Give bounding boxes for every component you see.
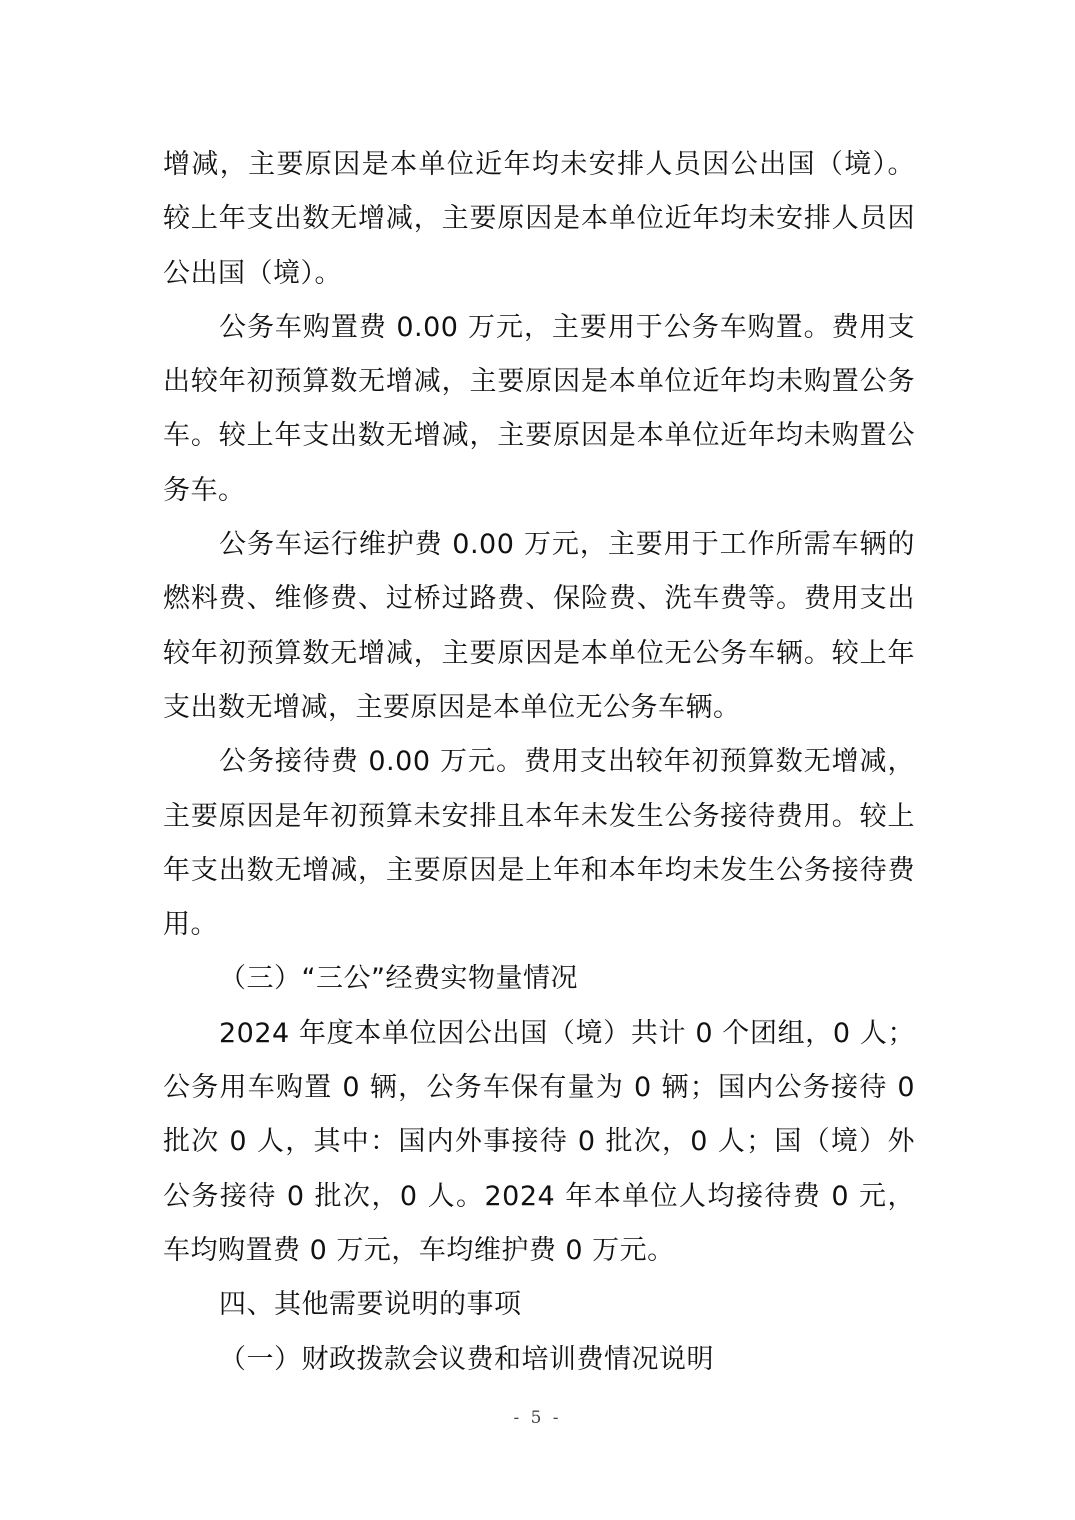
- document-body: [163, 138, 915, 1387]
- section-heading-other-matters: 四、其他需要说明的事项: [219, 1289, 522, 1321]
- paragraph-continuation: 增减，主要原因是本单位近年均未安排人员因公出国（境）。较上年支出数无增减，主要原因是本单位近年均未安排人员因公出国（境）。: [163, 149, 915, 289]
- page-number: - 5 -: [513, 1408, 562, 1428]
- paragraph-reception-expense: 公务接待费 0.00 万元。费用支出较年初预算数无增减，主要原因是年初预算未安排且本年未发生公务接待费用。较上年支出数无增减，主要原因是上年和本年均未发生公务接待费用。: [163, 746, 915, 941]
- section-heading-physical-quantities: （三）“三公”经费实物量情况: [219, 963, 578, 995]
- paragraph-vehicle-maintenance: 公务车运行维护费 0.00 万元，主要用于工作所需车辆的燃料费、维修费、过桥过路费、保险费、洗车费等。费用支出较年初预算数无增减，主要原因是本单位无公务车辆。较上年支出数无增减，主要原因是本单位无公务车辆。: [163, 529, 915, 723]
- paragraph-physical-quantities: 2024 年度本单位因公出国（境）共计 0 个团组，0 人；公务用车购置 0 辆，公务车保有量为 0 辆；国内公务接待 0 批次 0 人，其中：国内外事接待 0 批次，0 人；国（境）外公务接待 0 批次，0 人。2024 年本单位人均接待费 0 元，车均购置费 0 万元，车均维护费 0 万元。: [163, 1017, 915, 1266]
- subsection-heading-meeting-training: （一）财政拨款会议费和培训费情况说明: [219, 1343, 714, 1375]
- paragraph-vehicle-purchase: 公务车购置费 0.00 万元，主要用于公务车购置。费用支出较年初预算数无增减，主要原因是本单位近年均未购置公务车。较上年支出数无增减，主要原因是本单位近年均未购置公务车。: [163, 311, 915, 506]
